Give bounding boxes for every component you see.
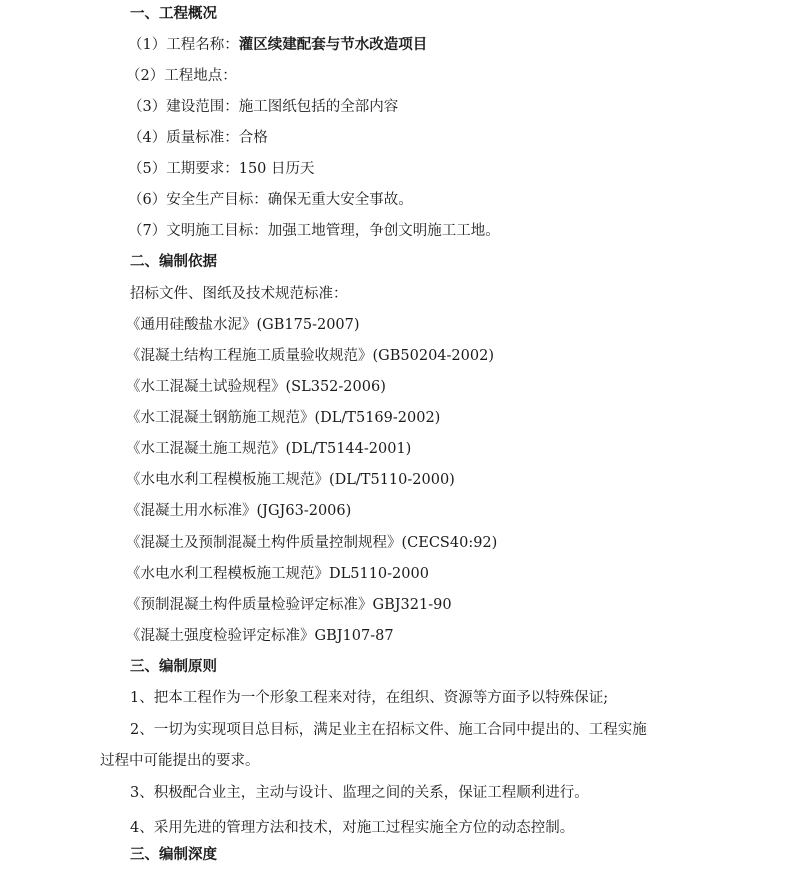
standard-item: 《水电水利工程模板施工规范》DL5110-2000 — [126, 566, 429, 582]
standard-item: 《混凝土用水标准》(JGJ63-2006) — [126, 503, 352, 519]
item-prefix: （1） — [128, 37, 167, 53]
item-label: 工程名称： — [166, 37, 239, 53]
principle-paragraph: 1、把本工程作为一个形象工程来对待，在组织、资源等方面予以特殊保证; — [130, 690, 609, 706]
section-1-heading: 一、工程概况 — [130, 6, 217, 22]
standard-item: 《混凝土强度检验评定标准》GBJ107-87 — [126, 628, 394, 644]
standard-item: 《预制混凝土构件质量检验评定标准》GBJ321-90 — [126, 597, 452, 613]
item-civilized-target — [128, 221, 500, 241]
principle-paragraph: 2、一切为实现项目总目标，满足业主在招标文件、施工合同中提出的、工程实施 — [130, 722, 647, 738]
project-name-value: 灌区续建配套与节水改造项目 — [238, 37, 428, 53]
item-duration — [128, 159, 315, 179]
item-quality-standard — [128, 128, 268, 148]
section-3-heading: 三、编制原则 — [130, 659, 217, 675]
item-project-name — [128, 35, 427, 55]
standard-item: 《水工混凝土钢筋施工规范》(DL/T5169-2002) — [126, 410, 441, 426]
item-construction-scope — [128, 97, 398, 117]
item-prefix: （5） — [128, 161, 167, 177]
item-label: 建设范围： — [166, 99, 239, 115]
item-prefix: （3） — [128, 99, 167, 115]
item-label: 文明施工目标： — [166, 223, 268, 239]
item-label: 安全生产目标： — [166, 192, 268, 208]
section-4-heading: 三、编制深度 — [130, 847, 217, 863]
principle-paragraph-continuation: 过程中可能提出的要求。 — [100, 753, 260, 769]
item-value: 确保无重大安全事故。 — [267, 192, 413, 208]
item-prefix: （4） — [128, 130, 167, 146]
item-value: 加强工地管理，争创文明施工工地。 — [267, 223, 500, 239]
item-label: 工期要求： — [166, 161, 239, 177]
item-value: 施工图纸包括的全部内容 — [238, 99, 399, 115]
item-safety-target — [128, 190, 413, 210]
standard-item: 《水电水利工程模板施工规范》(DL/T5110-2000) — [126, 472, 455, 488]
principle-paragraph: 3、积极配合业主，主动与设计、监理之间的关系，保证工程顺利进行。 — [130, 785, 589, 801]
principle-paragraph: 4、采用先进的管理方法和技术，对施工过程实施全方位的动态控制。 — [130, 820, 575, 836]
standards-intro: 招标文件、图纸及技术规范标准： — [130, 286, 348, 302]
item-value: 150 日历天 — [238, 161, 315, 177]
item-label: 工程地点： — [164, 68, 237, 84]
item-project-location — [126, 66, 237, 86]
standard-item: 《通用硅酸盐水泥》(GB175-2007) — [126, 317, 360, 333]
item-label: 质量标准： — [166, 130, 239, 146]
standard-item: 《混凝土结构工程施工质量验收规范》(GB50204-2002) — [126, 348, 494, 364]
item-prefix: （2） — [126, 68, 165, 84]
standard-item: 《水工混凝土施工规范》(DL/T5144-2001) — [126, 441, 412, 457]
standard-item: 《混凝土及预制混凝土构件质量控制规程》(CECS40:92) — [126, 535, 498, 551]
item-prefix: （6） — [128, 192, 167, 208]
item-prefix: （7） — [128, 223, 167, 239]
item-value: 合格 — [238, 130, 268, 146]
section-2-heading: 二、编制依据 — [130, 254, 217, 270]
standard-item: 《水工混凝土试验规程》(SL352-2006) — [126, 379, 386, 395]
